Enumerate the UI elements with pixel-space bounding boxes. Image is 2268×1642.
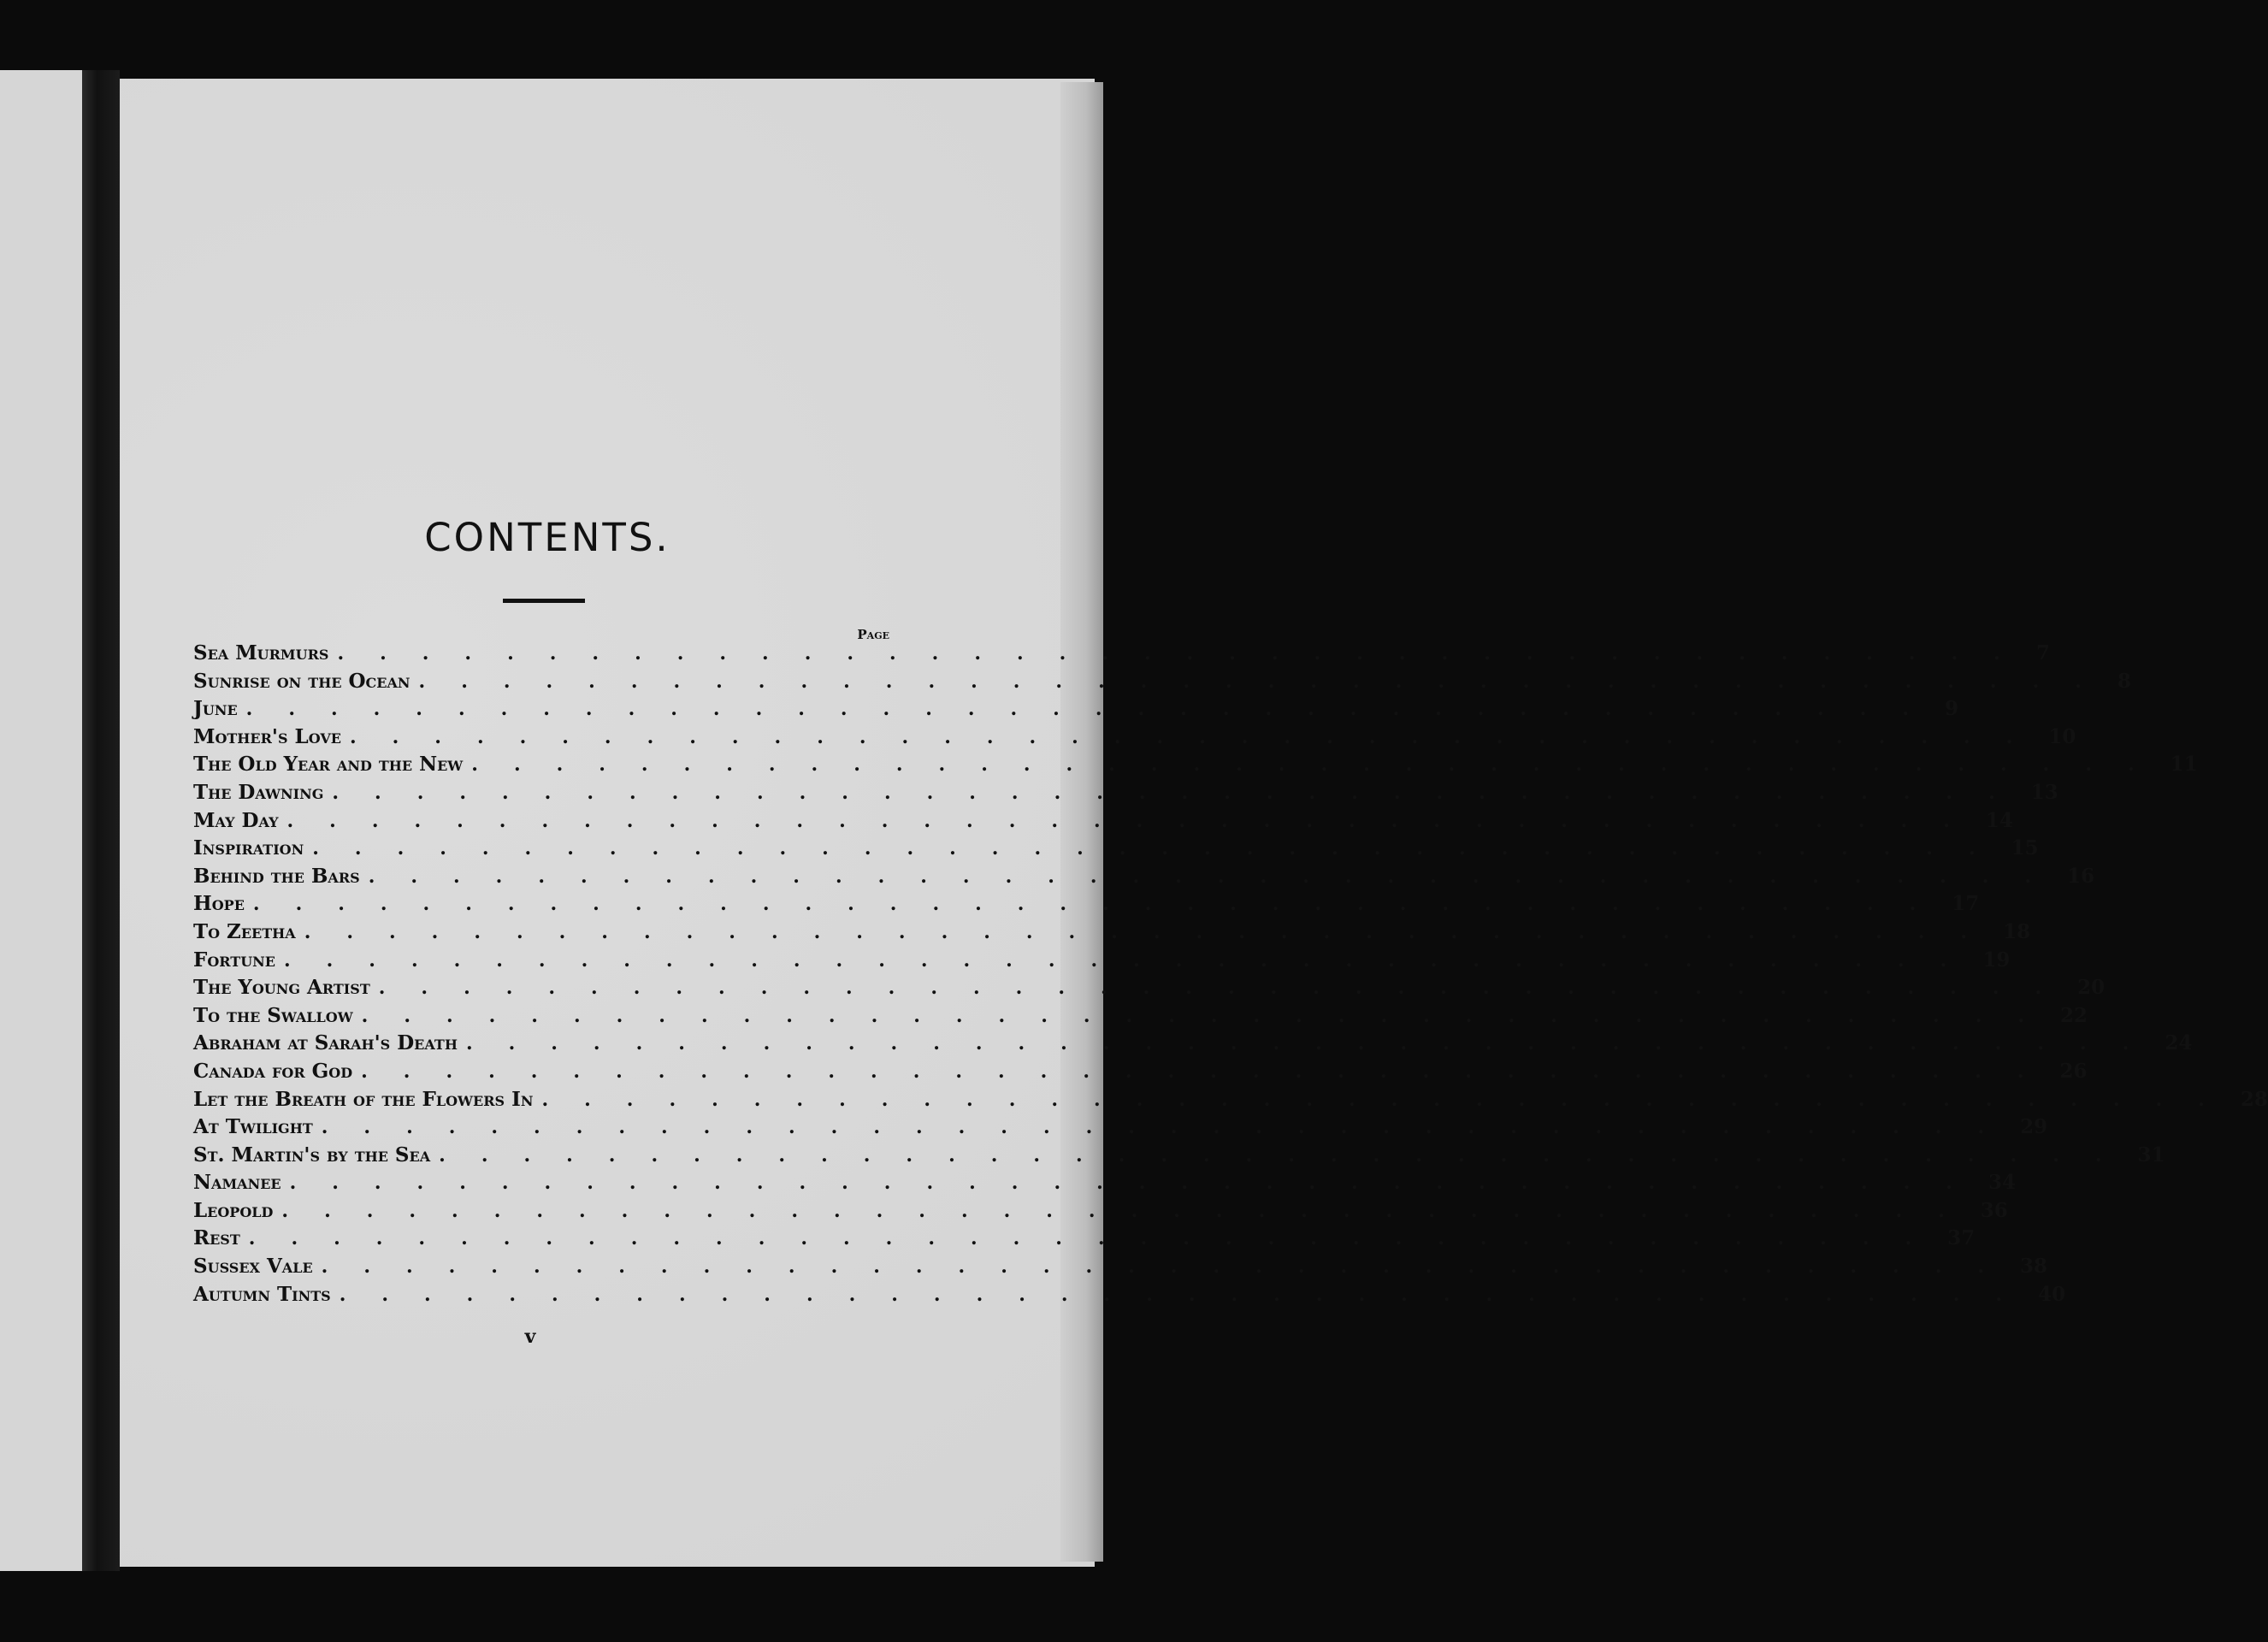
page-folio: v (524, 1326, 536, 1348)
toc-entry-page: 28 (2240, 1087, 2268, 1111)
toc-entry-title: May Day (193, 808, 279, 832)
toc-entry-title: Sunrise on the Ocean (193, 669, 410, 693)
toc-entry (193, 864, 2095, 893)
toc-entry-page: 34 (1987, 1171, 2016, 1195)
toc-entry (193, 1003, 2088, 1032)
toc-entry-title: Autumn Tints (193, 1282, 331, 1306)
toc-entry (193, 1226, 1976, 1255)
toc-entry-page: 10 (2048, 724, 2076, 748)
dot-leader: ........................................ (471, 753, 2171, 777)
toc-entry (193, 669, 2131, 698)
toc-entry (193, 697, 1959, 725)
toc-entry (193, 1171, 2016, 1199)
dot-leader: ........................................ (439, 1143, 2138, 1167)
toc-entry-title: Namanee (193, 1171, 281, 1195)
toc-entry-title: Leopold (193, 1198, 274, 1222)
toc-entry-title: Mother's Love (193, 724, 341, 748)
toc-entry (193, 1255, 2048, 1283)
toc-entry (193, 948, 2011, 977)
toc-entry-page: 17 (1952, 892, 1980, 916)
toc-entry-page: 31 (2137, 1143, 2165, 1167)
toc-entry-title: Inspiration (193, 836, 304, 860)
dot-leader: ........................................ (465, 1032, 2165, 1055)
toc-entry-page: 13 (2030, 780, 2058, 804)
page-column-heading: Page (857, 627, 889, 642)
dot-leader: ........................................ (283, 948, 1983, 972)
toc-entry-title: Rest (193, 1226, 240, 1250)
dot-leader: ........................................ (541, 1088, 2241, 1111)
toc-entry (193, 780, 2058, 809)
dot-leader: ........................................ (321, 1255, 2021, 1279)
toc-entry-title: St. Martin's by the Sea (193, 1143, 431, 1167)
toc-entry-page: 11 (2170, 753, 2198, 777)
dot-leader: ........................................ (418, 670, 2117, 693)
toc-entry (193, 641, 2050, 670)
dot-leader: ........................................ (378, 977, 2078, 1000)
toc-entry (193, 1059, 2088, 1088)
toc-entry-title: At Twilight (193, 1115, 313, 1139)
toc-entry (193, 753, 2198, 781)
dot-leader: ........................................ (361, 1060, 2060, 1083)
toc-entry-page: 16 (2067, 864, 2095, 888)
toc-entry-title: The Dawning (193, 780, 324, 804)
toc-entry-page: 38 (2020, 1255, 2048, 1279)
page-title: CONTENTS. (424, 515, 670, 560)
toc-entry-title: Let the Breath of the Flowers In (193, 1087, 534, 1111)
dot-leader: ........................................ (349, 725, 2049, 748)
toc-entry (193, 808, 2013, 837)
dot-leader: ........................................ (281, 1199, 1981, 1222)
toc-entry-title: The Young Artist (193, 976, 370, 1000)
toc-entry-page: 40 (2038, 1282, 2066, 1306)
toc-entry-title: Canada for God (193, 1059, 353, 1083)
dot-leader: ........................................ (289, 1172, 1988, 1195)
dot-leader: ........................................ (245, 698, 1946, 721)
dot-leader: ........................................ (337, 642, 2036, 664)
toc-entry-title: The Old Year and the New (193, 753, 464, 777)
toc-entry-title: Sea Murmurs (193, 641, 329, 664)
toc-entry-page: 15 (2011, 836, 2039, 860)
toc-entry-title: Hope (193, 892, 245, 916)
dot-leader: ........................................ (312, 837, 2011, 860)
toc-entry (193, 1198, 2008, 1227)
toc-entry-page: 19 (1982, 948, 2011, 972)
dot-leader: ........................................ (332, 781, 2031, 804)
toc-entry-title: Fortune (193, 948, 275, 972)
toc-entry-title: Behind the Bars (193, 864, 360, 888)
toc-entry (193, 1087, 2268, 1116)
toc-entry-page: 8 (2117, 669, 2131, 693)
toc-entry-title: Sussex Vale (193, 1255, 313, 1279)
dot-leader: ........................................ (252, 893, 1952, 916)
dot-leader: ........................................ (286, 809, 1986, 832)
contents-list (193, 641, 2268, 1310)
book-gutter (82, 70, 120, 1571)
toc-entry-page: 18 (2003, 919, 2031, 943)
toc-entry (193, 724, 2076, 753)
toc-entry (193, 919, 2031, 948)
toc-entry-page: 7 (2035, 641, 2050, 664)
toc-entry-page: 14 (1985, 808, 2013, 832)
facing-page-edge (0, 70, 82, 1571)
toc-entry-title: To Zeetha (193, 919, 296, 943)
toc-entry-page: 36 (1980, 1198, 2008, 1222)
toc-entry-title: June (193, 697, 238, 721)
toc-entry (193, 892, 1980, 920)
toc-entry-title: Abraham at Sarah's Death (193, 1031, 458, 1055)
toc-entry (193, 836, 2039, 865)
dot-leader: ........................................ (321, 1116, 2021, 1139)
dot-leader: ........................................ (248, 1227, 1948, 1250)
toc-entry-page: 9 (1945, 697, 1959, 721)
dot-leader: ........................................ (368, 865, 2068, 888)
toc-entry-page: 22 (2060, 1003, 2088, 1027)
dot-leader: ........................................ (304, 920, 2004, 943)
toc-entry (193, 976, 2106, 1004)
toc-entry (193, 1282, 2066, 1311)
toc-entry-page: 37 (1947, 1226, 1976, 1250)
toc-entry-page: 26 (2059, 1059, 2088, 1083)
toc-entry-page: 20 (2077, 976, 2106, 1000)
toc-entry-page: 29 (2020, 1115, 2048, 1139)
title-rule (503, 599, 585, 603)
toc-entry (193, 1031, 2193, 1060)
dot-leader: ........................................ (361, 1004, 2061, 1027)
dot-leader: ........................................ (339, 1283, 2039, 1306)
toc-entry-page: 24 (2165, 1031, 2193, 1055)
toc-entry (193, 1115, 2048, 1143)
toc-entry-title: To the Swallow (193, 1003, 353, 1027)
toc-entry (193, 1143, 2165, 1172)
